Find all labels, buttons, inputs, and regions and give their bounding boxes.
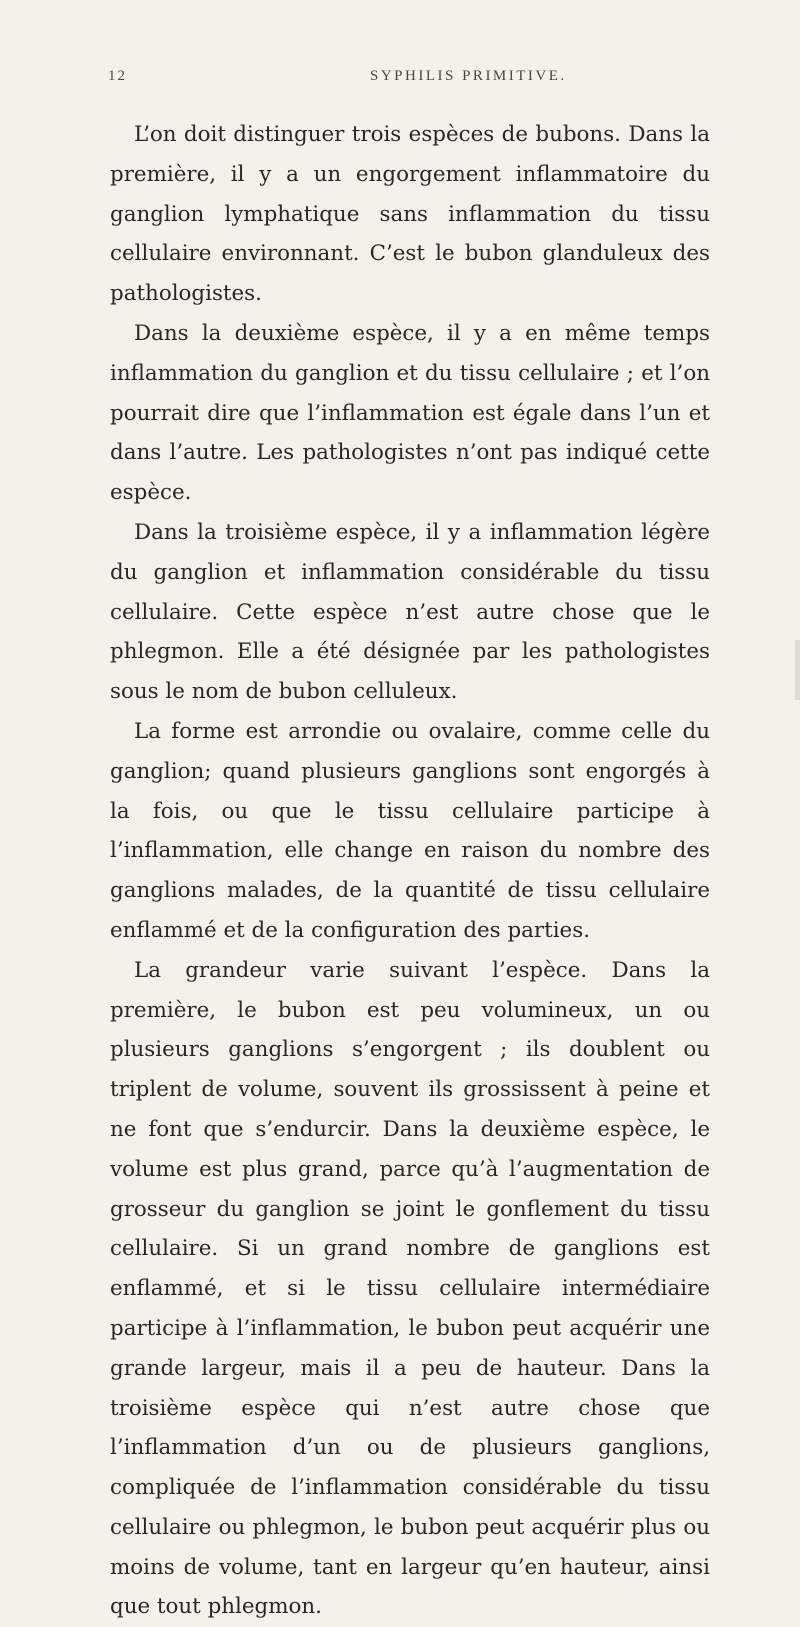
running-title: SYPHILIS PRIMITIVE. (370, 68, 567, 84)
paragraph-form: La forme est arrondie ou ovalaire, comme celle du ganglion; quand plusieurs ganglions sont engorgés à la fois, ou que le tissu cellulaire participe à l’inflammation, elle change en raison du nombre des ganglions malades, de la quantité de tissu cellulaire enflammé et de la configuration des parties. (110, 718, 710, 943)
page-header (108, 68, 710, 90)
paragraph-third-species: Dans la troisième espèce, il y a inflammation légère du ganglion et inflammation considérable du tissu cellulaire. Cette espèce n’est autre chose que le phlegmon. Elle a été désignée par les pathologistes sous le nom de bubon celluleux. (110, 519, 710, 705)
paragraph-bubon-species: L’on doit distinguer trois espèces de bubons. Dans la première, il y a un engorgement inflammatoire du ganglion lymphatique sans inflammation du tissu cellulaire environnant. C’est le bubon glanduleux des pathologistes. (110, 122, 710, 307)
paragraph-size: La grandeur varie suivant l’espèce. Dans la première, le bubon est peu volumineux, un ou plusieurs ganglions s’engorgent ; ils doublent ou triplent de volume, souvent ils grossissent à peine et ne font que s’endurcir. Dans la deuxième espèce, le volume est plus grand, parce qu’à l’augmentation de grosseur du ganglion se joint le gonflement du tissu cellulaire. Si un grand nombre de ganglions est enflammé, et si le tissu cellulaire intermédiaire participe à l’inflammation, le bubon peut acquérir une grande largeur, mais il a peu de hauteur. Dans la troisième espèce qui n’est autre chose que l’inflammation d’un ou de plusieurs ganglions, compliquée de l’inflammation considérable du tissu cellulaire ou phlegmon, le bubon peut acquérir plus ou moins de volume, tant en largeur qu’en hauteur, ainsi que tout phlegmon. (110, 957, 710, 1620)
page-edge-shadow (795, 640, 800, 700)
page-number: 12 (108, 68, 127, 84)
body-text (110, 115, 710, 1627)
paragraph-second-species: Dans la deuxième espèce, il y a en même temps inflammation du ganglion et du tissu cellulaire ; et l’on pourrait dire que l’inflammation est égale dans l’un et dans l’autre. Les pathologistes n’ont pas indiqué cette espèce. (110, 320, 710, 506)
